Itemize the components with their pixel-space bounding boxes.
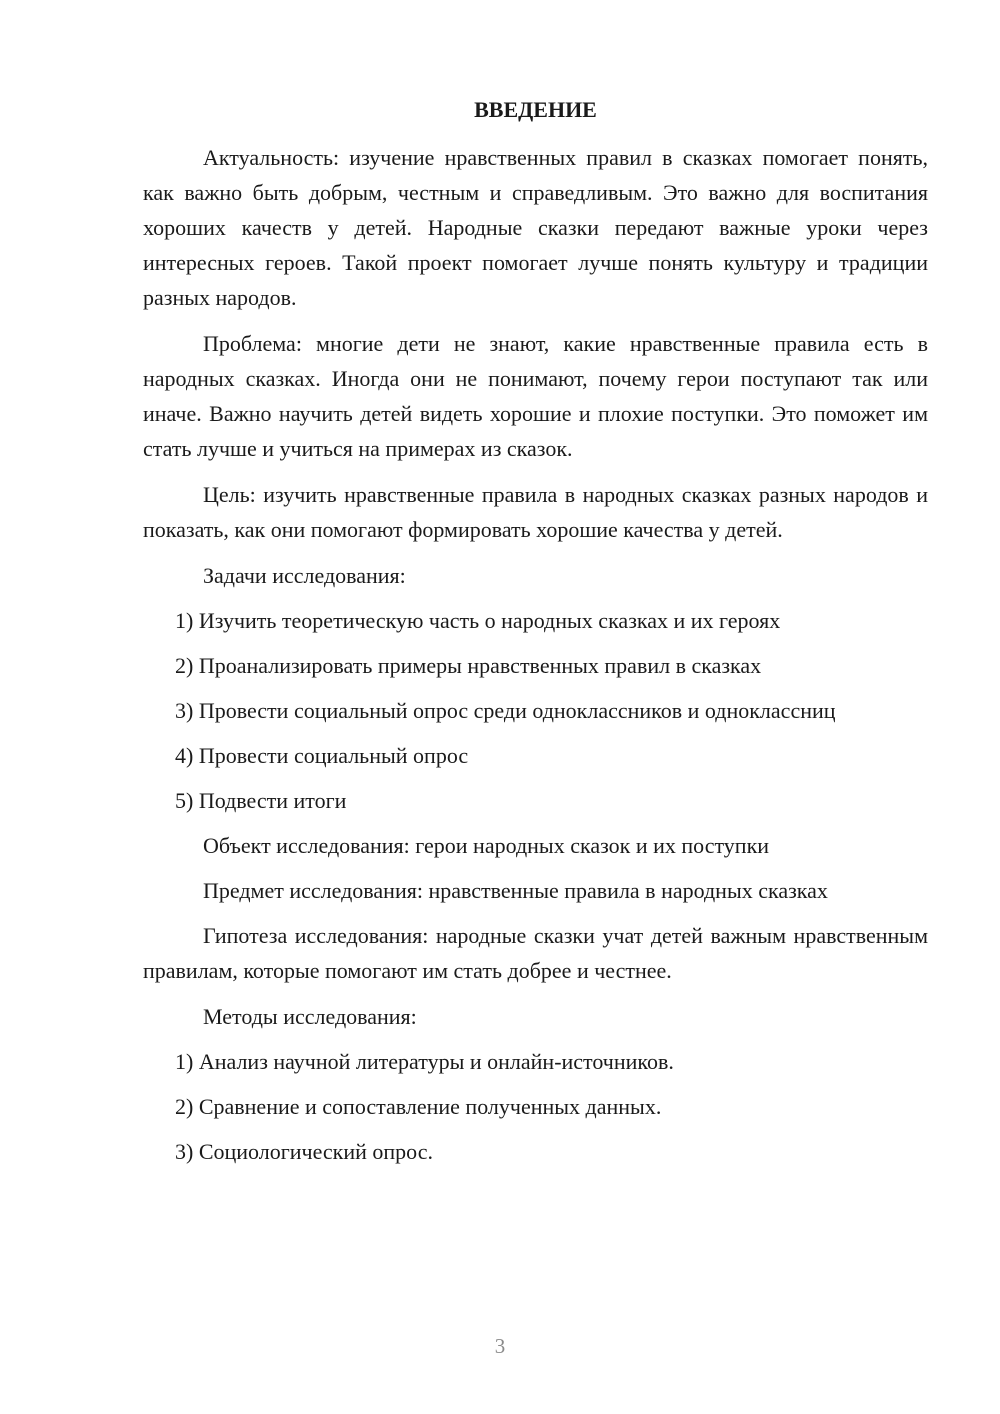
method-item-3: 3) Социологический опрос. <box>175 1139 433 1164</box>
subject-line: Предмет исследования: нравственные правила в народных сказках <box>203 878 828 903</box>
task-item-1: 1) Изучить теоретическую часть о народных сказках и их героях <box>175 608 781 633</box>
problem-paragraph: Проблема: многие дети не знают, какие нравственные правила есть в народных сказках. Иногда они не понимают, почему герои поступают так или иначе. Важно научить детей видеть хорошие и плохие поступки. Это поможет им стать лучше и учиться на примерах из сказок. <box>143 331 928 461</box>
methods-heading: Методы исследования: <box>203 1004 417 1029</box>
section-title: ВВЕДЕНИЕ <box>474 97 597 122</box>
method-item-2: 2) Сравнение и сопоставление полученных данных. <box>175 1094 662 1119</box>
goal-paragraph: Цель: изучить нравственные правила в народных сказках разных народов и показать, как они помогают формировать хорошие качества у детей. <box>143 482 928 542</box>
object-line: Объект исследования: герои народных сказок и их поступки <box>203 833 770 858</box>
tasks-heading: Задачи исследования: <box>203 563 406 588</box>
method-item-1: 1) Анализ научной литературы и онлайн-источников. <box>175 1049 674 1074</box>
page-number: 3 <box>494 1334 506 1358</box>
hypothesis-paragraph: Гипотеза исследования: народные сказки учат детей важным нравственным правилам, которые помогают им стать добрее и честнее. <box>143 923 928 983</box>
task-item-4: 4) Провести социальный опрос <box>175 743 469 768</box>
task-item-2: 2) Проанализировать примеры нравственных правил в сказках <box>175 653 762 678</box>
relevance-paragraph: Актуальность: изучение нравственных правил в сказках помогает понять, как важно быть добрым, честным и справедливым. Это важно для воспитания хороших качеств у детей. Народные сказки передают важные уроки через интересных героев. Такой проект помогает лучше понять культуру и традиции разных народов. <box>143 145 928 310</box>
task-item-3: 3) Провести социальный опрос среди одноклассников и одноклассниц <box>175 698 836 723</box>
task-item-5: 5) Подвести итоги <box>175 788 347 813</box>
page-content <box>143 94 928 1179</box>
